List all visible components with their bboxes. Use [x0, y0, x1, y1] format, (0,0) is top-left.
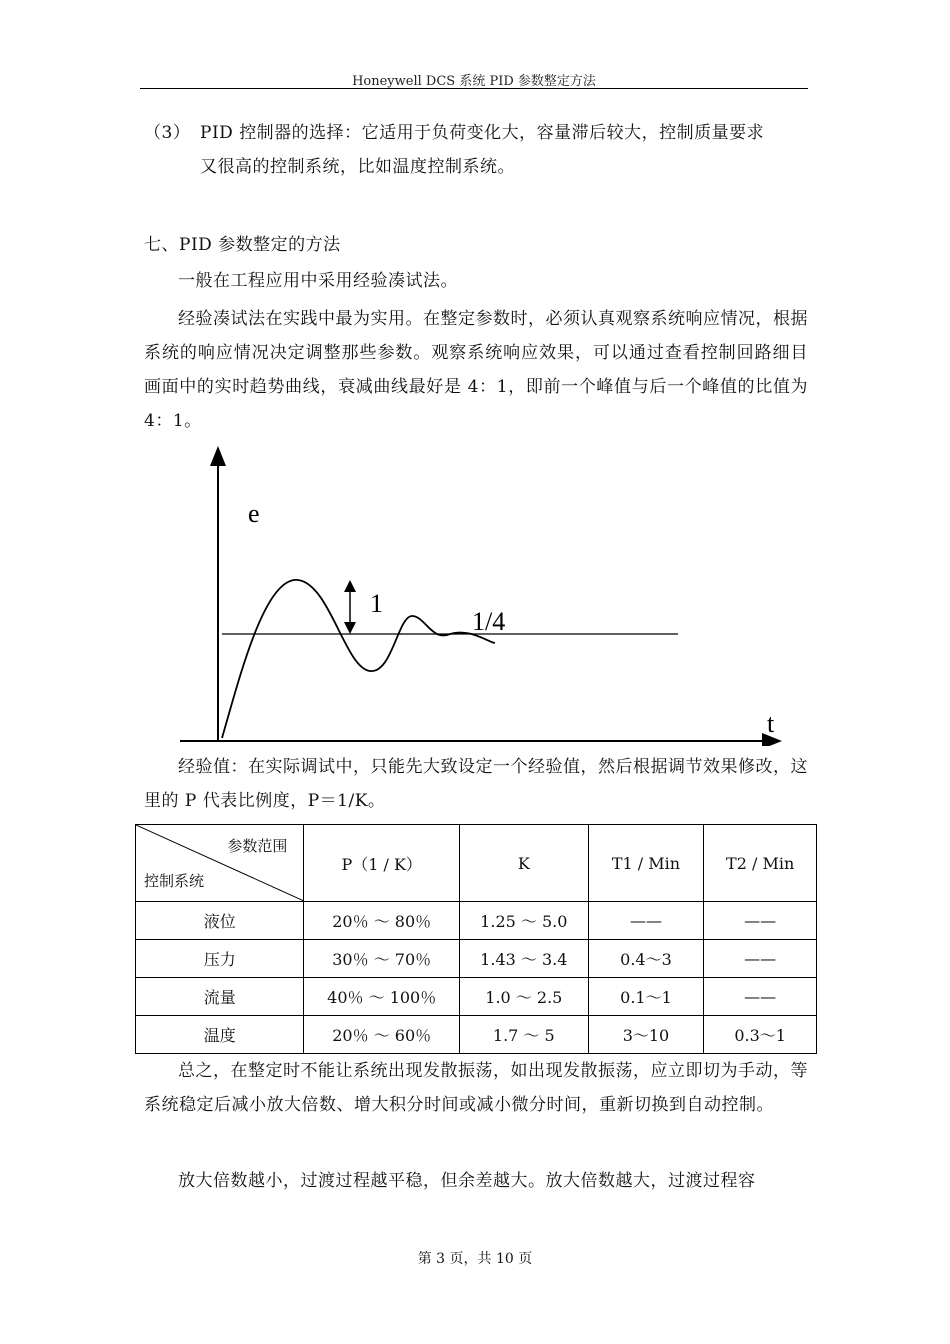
x-axis-label: t: [767, 709, 775, 738]
header-t1: T1 / Min: [588, 825, 704, 902]
row-p: 20％ ～ 60％: [304, 1016, 460, 1054]
row-t1: 0.1～1: [588, 978, 704, 1016]
row-t2: ——: [704, 978, 817, 1016]
section-7-heading: 七、PID 参数整定的方法: [144, 235, 341, 255]
trial-method-paragraph: 经验凑试法在实践中最为实用。在整定参数时，必须认真观察系统响应情况，根据系统的响应情况决定调整那些参数。观察系统响应效果，可以通过查看控制回路细目画面中的实时趋势曲线，衰减曲线最好是 4：1，即前一个峰值与后一个峰值的比值为 4：1。: [144, 309, 808, 431]
row-system: 流量: [136, 978, 304, 1016]
row-system: 温度: [136, 1016, 304, 1054]
decay-curve-figure: [170, 446, 800, 746]
row-p: 20％ ～ 80％: [304, 902, 460, 940]
page-footer: 第 3 页，共 10 页: [417, 1251, 533, 1267]
corner-bottom-label: 控制系统: [144, 872, 205, 890]
row-k: 1.25 ～ 5.0: [459, 902, 588, 940]
table-intro-paragraph: 经验值：在实际调试中，只能先大致设定一个经验值，然后根据调节效果修改，这里的 P 代表比例度，P＝1/K。: [144, 757, 808, 811]
corner-top-label: 参数范围: [227, 837, 288, 855]
second-peak-label: 1/4: [472, 607, 506, 636]
row-t1: 3～10: [588, 1016, 704, 1054]
row-t2: ——: [704, 902, 817, 940]
row-t1: ——: [588, 902, 704, 940]
row-p: 30％ ～ 70％: [304, 940, 460, 978]
decay-curve-svg: [170, 446, 800, 746]
item-3-line-2: 又很高的控制系统，比如温度控制系统。: [200, 157, 515, 177]
header-k: K: [459, 825, 588, 902]
row-system: 压力: [136, 940, 304, 978]
item-3-paragraph: [144, 116, 808, 184]
item-3-number: （3）: [144, 123, 191, 143]
item-3-line-1: PID 控制器的选择：它适用于负荷变化大，容量滞后较大，控制质量要求: [200, 123, 765, 143]
summary-paragraph: 总之，在整定时不能让系统出现发散振荡，如出现发散振荡，应立即切为手动，等系统稳定后减小放大倍数、增大积分时间或减小微分时间，重新切换到自动控制。: [144, 1061, 808, 1115]
first-peak-label: 1: [370, 589, 383, 618]
header-rule: [140, 88, 808, 89]
row-k: 1.43 ～ 3.4: [459, 940, 588, 978]
amplification-paragraph: 放大倍数越小，过渡过程越平稳，但余差越大。放大倍数越大，过渡过程容: [178, 1171, 756, 1191]
row-k: 1.7 ～ 5: [459, 1016, 588, 1054]
row-p: 40％ ～ 100％: [304, 978, 460, 1016]
header-p: P（1 / K）: [304, 825, 460, 902]
table-row: [136, 1016, 817, 1054]
pid-experience-table: [135, 824, 817, 1054]
header-t2: T2 / Min: [704, 825, 817, 902]
row-k: 1.0 ～ 2.5: [459, 978, 588, 1016]
table-corner-cell: [136, 825, 304, 902]
table-row: [136, 940, 817, 978]
row-t2: ——: [704, 940, 817, 978]
page-header: Honeywell DCS 系统 PID 参数整定方法: [352, 74, 596, 89]
table-row: [136, 902, 817, 940]
general-method-paragraph: 一般在工程应用中采用经验凑试法。: [178, 271, 458, 291]
table-row: [136, 978, 817, 1016]
response-curve: [222, 580, 495, 738]
row-t2: 0.3～1: [704, 1016, 817, 1054]
row-system: 液位: [136, 902, 304, 940]
row-t1: 0.4～3: [588, 940, 704, 978]
y-axis-label: e: [248, 499, 260, 528]
